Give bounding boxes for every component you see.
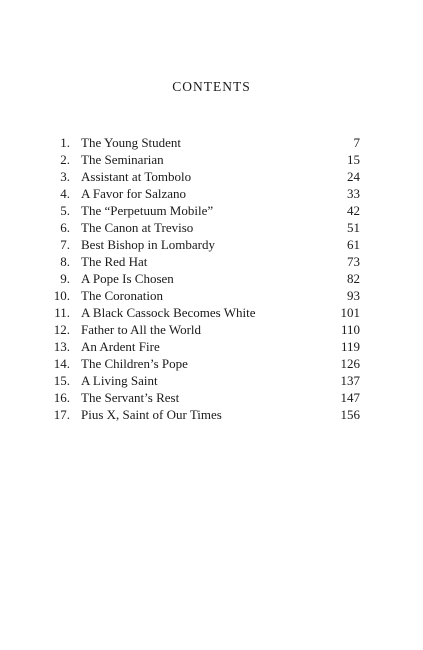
- chapter-page-number: 42: [347, 203, 360, 218]
- chapter-number: 1.: [60, 135, 70, 150]
- chapter-page-number: 15: [347, 152, 360, 167]
- chapter-title: The “Perpetuum Mobile”: [81, 203, 214, 218]
- toc-entry: [30, 202, 360, 219]
- chapter-page-number: 156: [340, 407, 360, 422]
- chapter-page-number: 51: [347, 220, 360, 235]
- chapter-number: 9.: [60, 271, 70, 286]
- toc-entry: [30, 168, 360, 185]
- chapter-number: 8.: [60, 254, 70, 269]
- chapter-page-number: 93: [347, 288, 360, 303]
- chapter-title: A Favor for Salzano: [81, 186, 187, 201]
- toc-entry: [30, 389, 360, 406]
- chapter-page-number: 137: [340, 373, 360, 388]
- chapter-title: Assistant at Tombolo: [81, 169, 192, 184]
- chapter-page-number: 24: [347, 169, 360, 184]
- chapter-page-number: 7: [353, 135, 360, 150]
- chapter-number: 5.: [60, 203, 70, 218]
- chapter-title: The Red Hat: [81, 254, 148, 269]
- toc-entry: [30, 287, 360, 304]
- chapter-page-number: 61: [347, 237, 360, 252]
- toc-entry: [30, 321, 360, 338]
- chapter-title: The Canon at Treviso: [81, 220, 194, 235]
- chapter-number: 15.: [53, 373, 70, 388]
- chapter-title: A Pope Is Chosen: [81, 271, 174, 286]
- chapter-title: A Black Cassock Becomes White: [81, 305, 256, 320]
- chapter-number: 14.: [53, 356, 70, 371]
- toc-entry: [30, 338, 360, 355]
- page-title: CONTENTS: [172, 79, 251, 94]
- chapter-page-number: 73: [347, 254, 360, 269]
- chapter-number: 7.: [60, 237, 70, 252]
- toc-entry: [30, 304, 360, 321]
- chapter-title: The Servant’s Rest: [81, 390, 180, 405]
- chapter-title: The Seminarian: [81, 152, 164, 167]
- chapter-title: The Children’s Pope: [81, 356, 188, 371]
- chapter-number: 6.: [60, 220, 70, 235]
- toc-entry: [30, 372, 360, 389]
- chapter-title: The Coronation: [81, 288, 163, 303]
- chapter-number: 16.: [53, 390, 70, 405]
- chapter-title: An Ardent Fire: [81, 339, 160, 354]
- chapter-page-number: 110: [340, 322, 360, 337]
- chapter-title: The Young Student: [81, 135, 182, 150]
- chapter-number: 2.: [60, 152, 70, 167]
- toc-entry: [30, 134, 360, 151]
- toc-entry: [30, 236, 360, 253]
- chapter-number: 13.: [53, 339, 70, 354]
- toc-entry: [30, 355, 360, 372]
- chapter-title: Best Bishop in Lombardy: [81, 237, 215, 252]
- chapter-page-number: 101: [340, 305, 360, 320]
- toc-entry: [30, 185, 360, 202]
- toc-entry: [30, 151, 360, 168]
- chapter-number: 10.: [53, 288, 70, 303]
- toc-entry: [30, 270, 360, 287]
- chapter-title: Pius X, Saint of Our Times: [81, 407, 222, 422]
- chapter-number: 4.: [60, 186, 70, 201]
- toc-entry: [30, 253, 360, 270]
- chapter-number: 11.: [54, 305, 70, 320]
- chapter-page-number: 33: [347, 186, 360, 201]
- toc-entry: [30, 406, 360, 423]
- chapter-page-number: 119: [340, 339, 360, 354]
- table-of-contents: [30, 134, 360, 423]
- chapter-page-number: 147: [340, 390, 360, 405]
- toc-entry: [30, 219, 360, 236]
- chapter-number: 3.: [60, 169, 70, 184]
- chapter-page-number: 82: [347, 271, 360, 286]
- chapter-number: 12.: [53, 322, 70, 337]
- chapter-title: A Living Saint: [81, 373, 158, 388]
- chapter-page-number: 126: [340, 356, 360, 371]
- chapter-number: 17.: [53, 407, 70, 422]
- chapter-title: Father to All the World: [81, 322, 202, 337]
